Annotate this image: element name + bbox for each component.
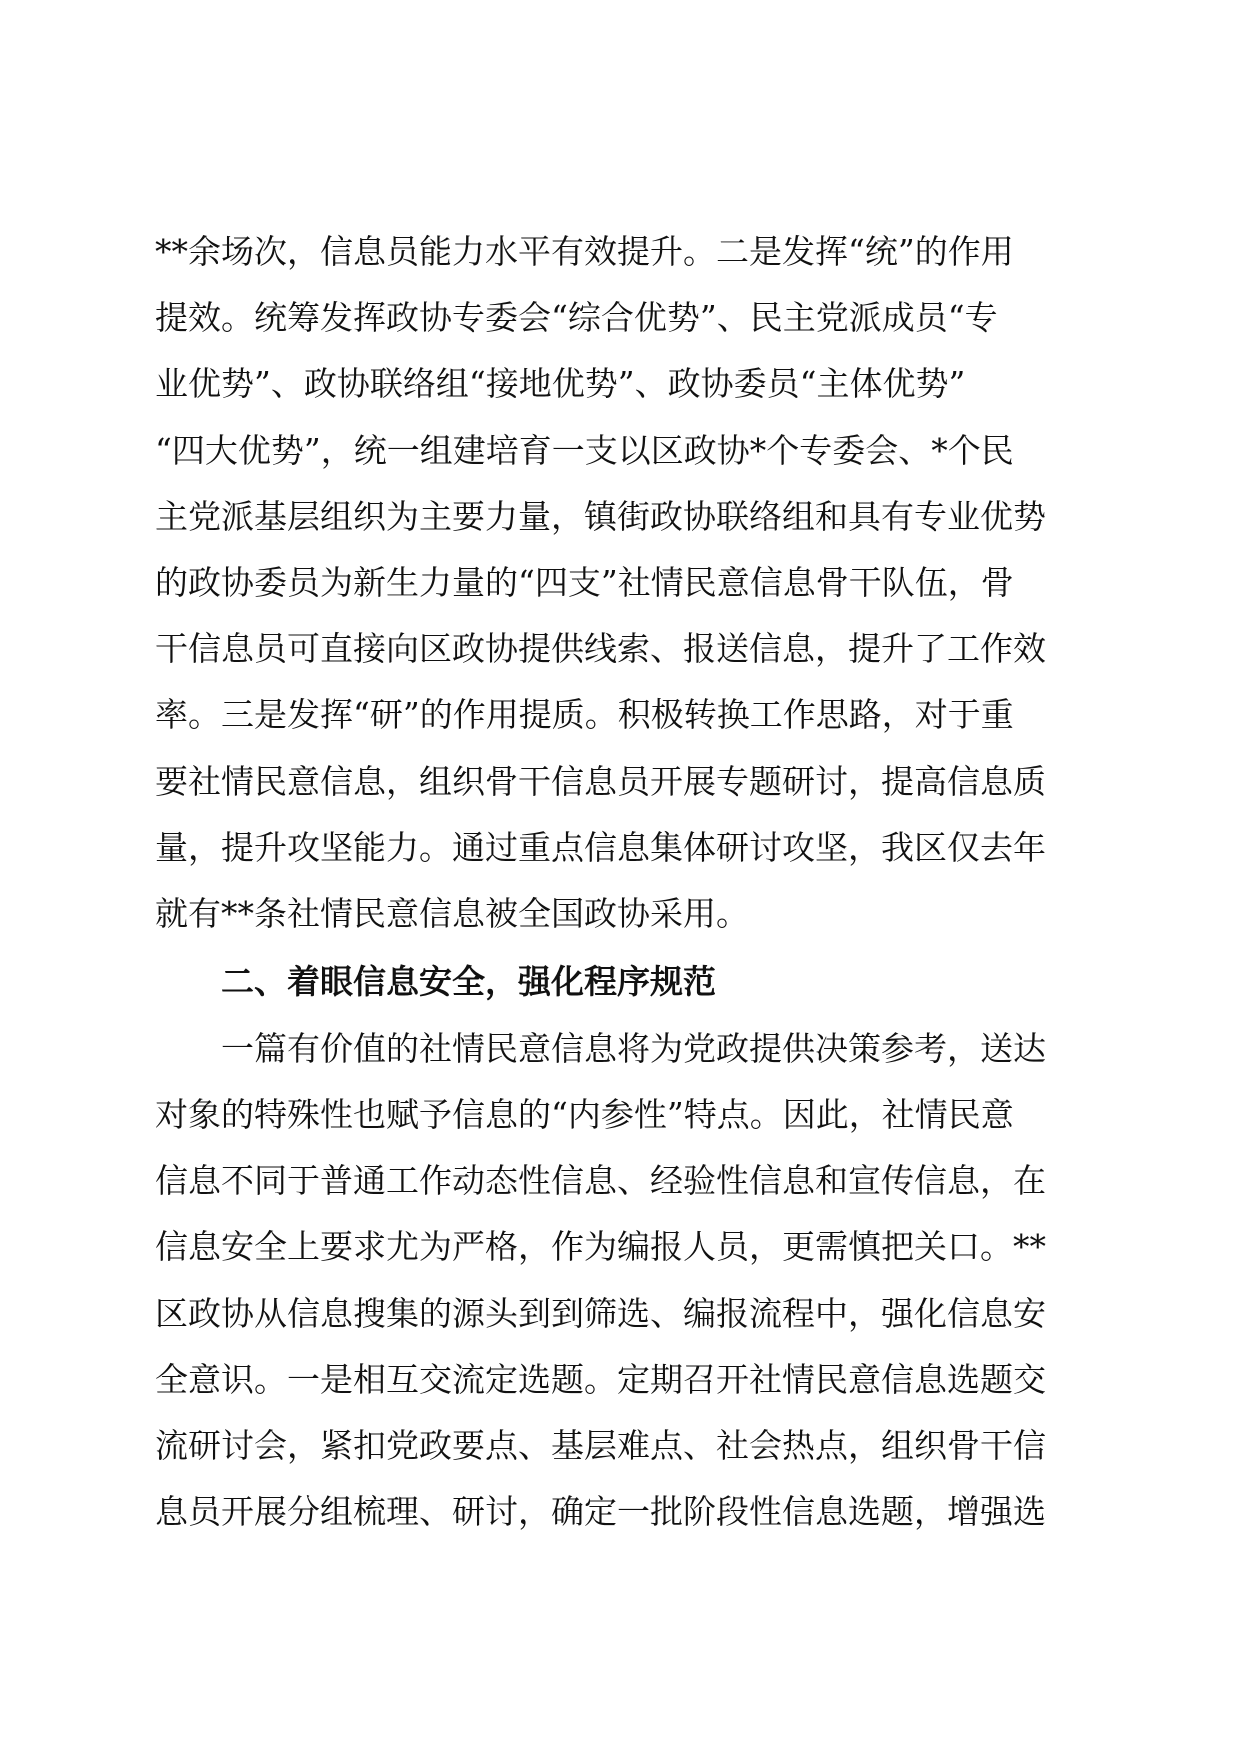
paragraph-line: **余场次，信息员能力水平有效提升。二是发挥“统”的作用 <box>155 232 1014 271</box>
paragraph-line: 业优势”、政协联络组“接地优势”、政协委员“主体优势” <box>155 364 966 403</box>
paragraph-line: “四大优势”，统一组建培育一支以区政协*个专委会、*个民 <box>155 431 1014 470</box>
paragraph-line: 一篇有价值的社情民意信息将为党政提供决策参考，送达 <box>221 1029 1046 1068</box>
paragraph-line: 区政协从信息搜集的源头到到筛选、编报流程中，强化信息安 <box>155 1294 1046 1333</box>
section-heading: 二、着眼信息安全，强化程序规范 <box>221 962 716 1001</box>
paragraph-line: 主党派基层组织为主要力量，镇街政协联络组和具有专业优势 <box>155 497 1046 536</box>
paragraph-line: 全意识。一是相互交流定选题。定期召开社情民意信息选题交 <box>155 1360 1046 1399</box>
paragraph-line: 要社情民意信息，组织骨干信息员开展专题研讨，提高信息质 <box>155 762 1046 801</box>
paragraph-line: 干信息员可直接向区政协提供线索、报送信息，提升了工作效 <box>155 629 1046 668</box>
paragraph-line: 息员开展分组梳理、研讨，确定一批阶段性信息选题，增强选 <box>155 1492 1046 1531</box>
paragraph-line: 对象的特殊性也赋予信息的“内参性”特点。因此，社情民意 <box>155 1095 1014 1134</box>
paragraph-line: 的政协委员为新生力量的“四支”社情民意信息骨干队伍，骨 <box>155 563 1014 602</box>
paragraph-line: 提效。统筹发挥政协专委会“综合优势”、民主党派成员“专 <box>155 298 998 337</box>
paragraph-line: 就有**条社情民意信息被全国政协采用。 <box>155 894 749 933</box>
paragraph-line: 量，提升攻坚能力。通过重点信息集体研讨攻坚，我区仅去年 <box>155 828 1046 867</box>
paragraph-line: 信息不同于普通工作动态性信息、经验性信息和宣传信息，在 <box>155 1161 1046 1200</box>
paragraph-line: 率。三是发挥“研”的作用提质。积极转换工作思路，对于重 <box>155 695 1014 734</box>
paragraph-line: 流研讨会，紧扣党政要点、基层难点、社会热点，组织骨干信 <box>155 1426 1046 1465</box>
paragraph-line: 信息安全上要求尤为严格，作为编报人员，更需慎把关口。** <box>155 1227 1046 1266</box>
